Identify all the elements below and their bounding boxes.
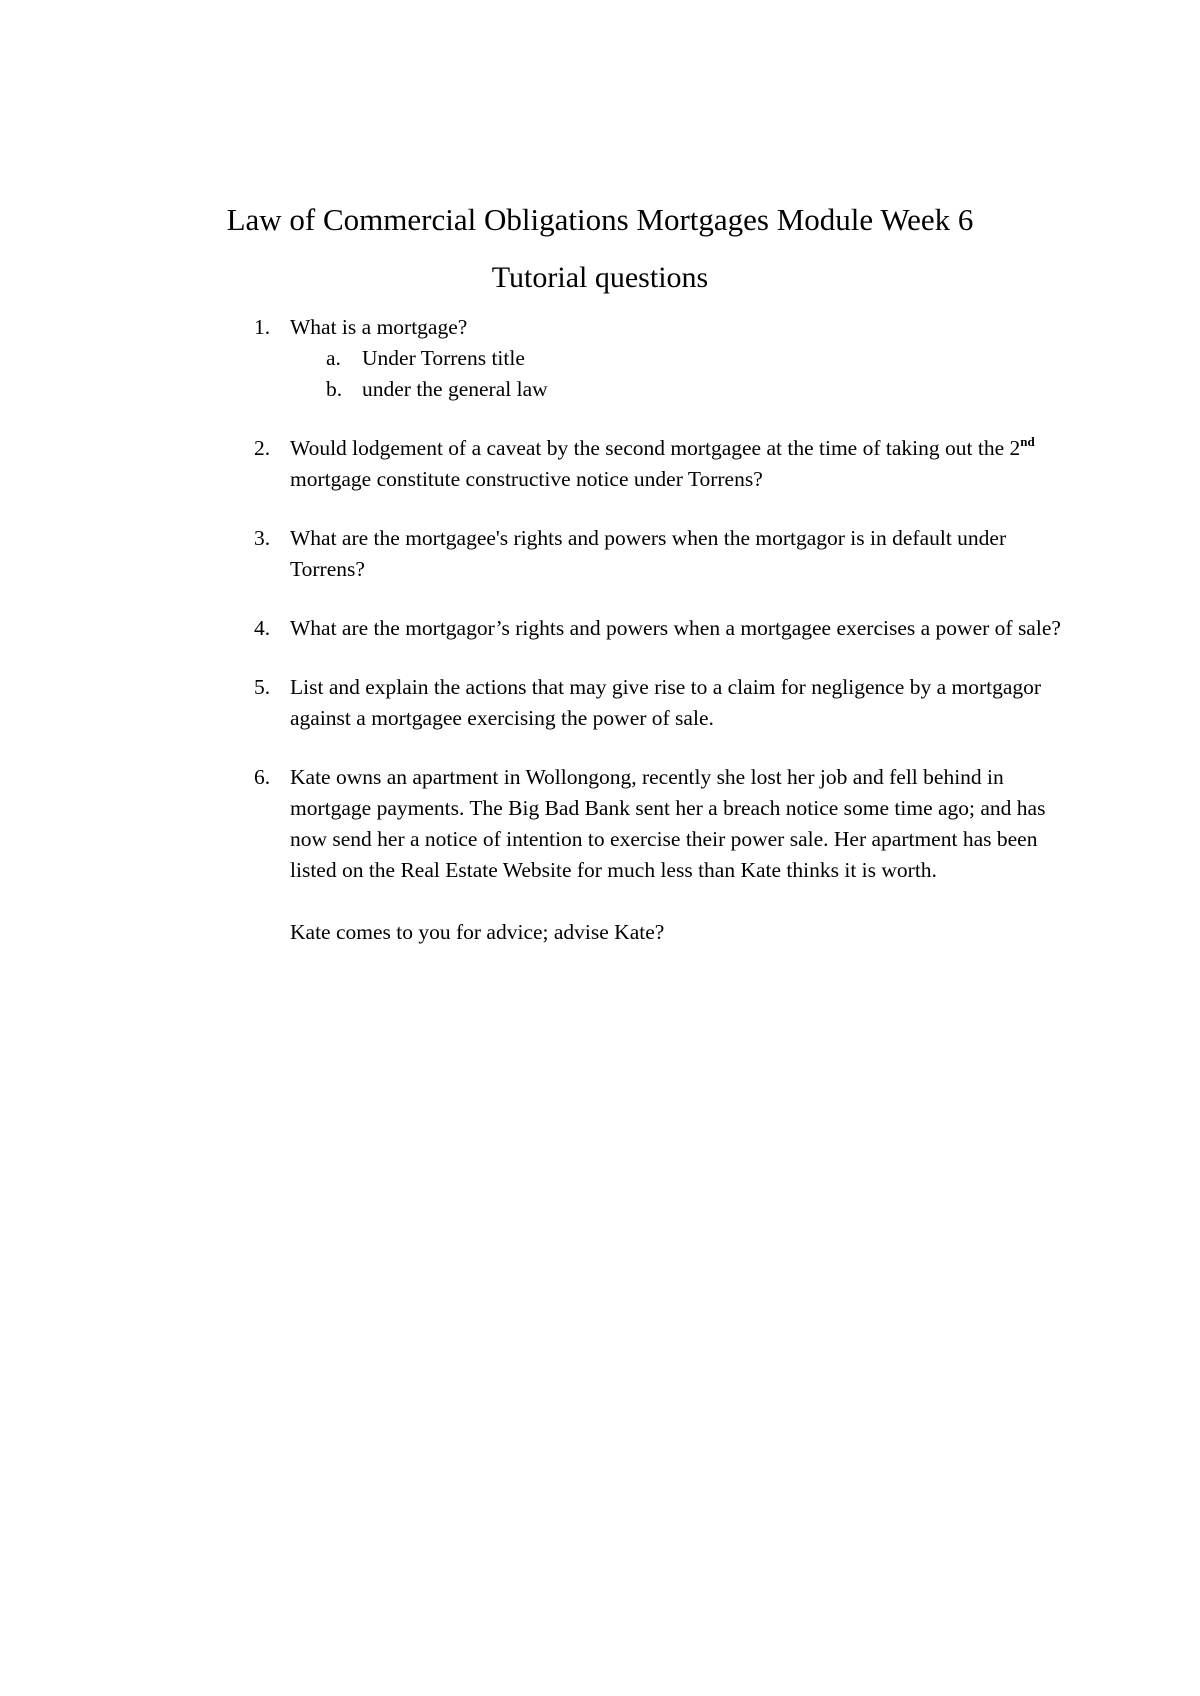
sub-question-letter: a. xyxy=(326,346,341,370)
page-subtitle: Tutorial questions xyxy=(491,261,709,294)
question-text-part: Would lodgement of a caveat by the second mortgagee at the time of taking out the 2 xyxy=(290,436,1021,460)
sub-question-a xyxy=(290,343,1074,374)
ordinal-superscript: nd xyxy=(1020,434,1035,449)
question-number: 3. xyxy=(254,526,271,550)
question-list xyxy=(254,312,1074,976)
question-text-part: mortgage constitute constructive notice under Torrens? xyxy=(290,467,763,491)
question-number: 5. xyxy=(254,675,271,699)
question-text xyxy=(290,433,1074,495)
page-title: Law of Commercial Obligations Mortgages Module Week 6 xyxy=(226,202,974,237)
question-number: 2. xyxy=(254,436,271,460)
question-text: Kate owns an apartment in Wollongong, recently she lost her job and fell behind in mortgage payments. The Big Bad Bank sent her a breach notice some time ago; and has now send her a notice of intention to exercise their power sale. Her apartment has been listed on the Real Estate Website for much less than Kate thinks it is worth. xyxy=(290,765,1046,882)
question-6 xyxy=(254,762,1074,948)
sub-question-list xyxy=(290,343,1074,405)
question-text: List and explain the actions that may give rise to a claim for negligence by a mortgagor against a mortgagee exercising the power of sale. xyxy=(290,675,1042,730)
question-text: What are the mortgagee's rights and powers when the mortgagor is in default under Torrens? xyxy=(290,526,1007,581)
question-text: What is a mortgage? xyxy=(290,315,468,339)
sub-question-text: Under Torrens title xyxy=(362,346,525,370)
question-5 xyxy=(254,672,1074,734)
sub-question-text: under the general law xyxy=(362,377,548,401)
question-number: 1. xyxy=(254,315,271,339)
question-number: 6. xyxy=(254,765,271,789)
question-3 xyxy=(254,523,1074,585)
question-1 xyxy=(254,312,1074,405)
question-2 xyxy=(254,433,1074,495)
question-text: What are the mortgagor’s rights and powers when a mortgagee exercises a power of sale? xyxy=(290,616,1061,640)
question-4 xyxy=(254,613,1074,644)
question-followup: Kate comes to you for advice; advise Kate? xyxy=(290,920,665,944)
sub-question-letter: b. xyxy=(326,377,343,401)
question-number: 4. xyxy=(254,616,271,640)
sub-question-b xyxy=(290,374,1074,405)
